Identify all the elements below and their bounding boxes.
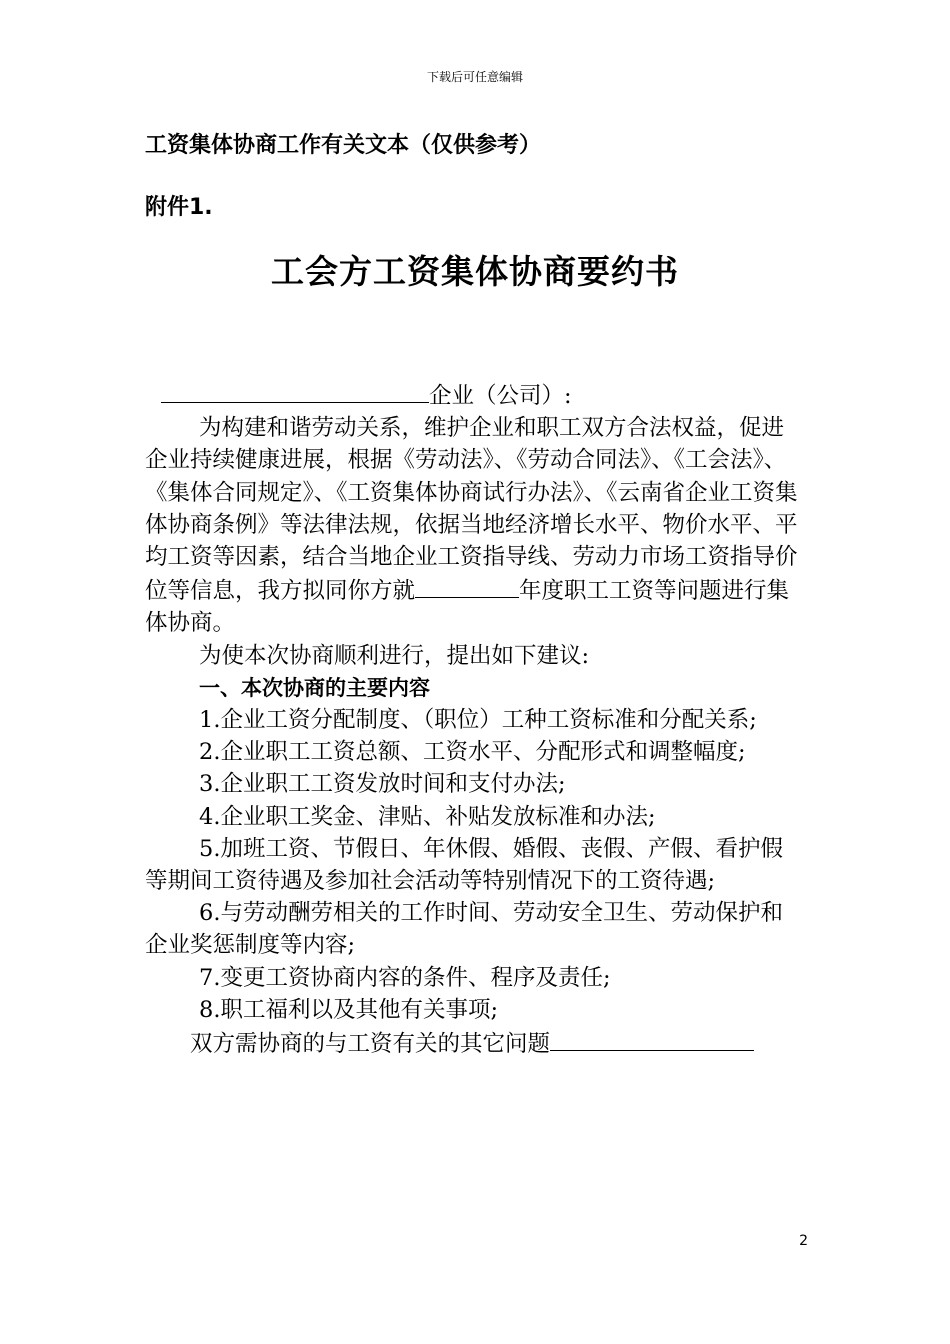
company-name-blank: [161, 378, 429, 403]
main-title: 工会方工资集体协商要约书: [271, 252, 679, 291]
list-item: 2.企业职工工资总额、工资水平、分配形式和调整幅度;: [199, 739, 746, 766]
list-item: 6.与劳动酬劳相关的工作时间、劳动安全卫生、劳动保护和企业奖惩制度等内容;: [145, 900, 783, 959]
list-item: 1.企业工资分配制度、（职位）工种工资标准和分配关系;: [199, 707, 757, 734]
other-issues-blank: [550, 1026, 754, 1051]
list-item: 4.企业职工奖金、津贴、补贴发放标准和办法;: [199, 803, 656, 830]
list-item: 7.变更工资协商内容的条件、程序及责任;: [199, 964, 611, 991]
page-number: 2: [799, 1233, 808, 1249]
header-note: 下载后可任意编辑: [426, 70, 523, 84]
list-item: 3.企业职工工资发放时间和支付办法;: [199, 771, 566, 798]
year-blank: [415, 573, 519, 598]
paragraph-1-text: 为构建和谐劳动关系，维护企业和职工双方合法权益，促进企业持续健康进展，根据《劳动法》、《劳动合同法》、《工会法》、《集体合同规定》、《工资集体协商试行办法》、《云南省企业工资集体协商条例》等法律法规，依据当地经济增长水平、物价水平、平均工资等因素，结合当地企业工资指导线、劳动力市场工资指导价位等信息，我方拟同你方就: [145, 415, 798, 605]
other-issues-text: 双方需协商的与工资有关的其它问题: [190, 1031, 551, 1058]
paragraph-1: [145, 412, 805, 639]
addressee-suffix: 企业（公司）:: [429, 383, 572, 409]
document-title: 工资集体协商工作有关文本（仅供参考）: [145, 133, 542, 158]
list-item: 8.职工福利以及其他有关事项;: [199, 996, 499, 1023]
attachment-label: 附件1.: [145, 195, 213, 220]
list-item: 5.加班工资、节假日、年休假、婚假、丧假、产假、看护假等期间工资待遇及参加社会活动等特别情况下的工资待遇;: [145, 835, 783, 895]
other-issues-line: [145, 1026, 805, 1060]
letter-body: [145, 378, 805, 1060]
paragraph-2: 为使本次协商顺利进行，提出如下建议:: [199, 642, 590, 669]
section-1-heading: 一、本次协商的主要内容: [199, 675, 430, 700]
addressee-line: [145, 378, 805, 412]
paragraph-1-end: 年度职工工资等问题进行集体协商。: [145, 578, 790, 637]
